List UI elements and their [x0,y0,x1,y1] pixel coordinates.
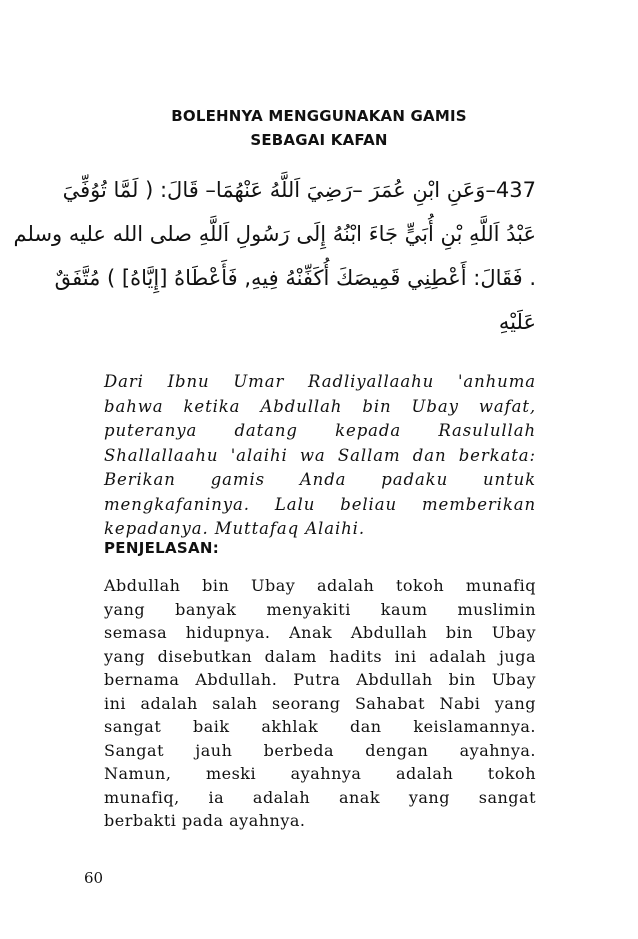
translation-line: Berikan gamis Anda padaku untuk [104,470,536,489]
explanation-line: berbakti pada ayahnya. [104,811,306,830]
hadith-translation [104,370,536,542]
chapter-title-line-2: SEBAGAI KAFAN [250,131,388,149]
explanation-line: yang banyak menyakiti kaum muslimin [104,599,536,619]
chapter-title [0,104,638,152]
translation-line: kepadanya. Muttafaq Alaihi. [104,519,365,538]
section-heading: PENJELASAN: [104,539,220,557]
explanation-line: ini adalah salah seorang Sahabat Nabi yang [104,693,536,713]
explanation-line: sangat baik akhlak dan keislamannya. [104,717,536,736]
explanation-line: semasa hidupnya. Anak Abdullah bin Ubay [104,623,536,642]
translation-line: Shallallaahu 'alaihi wa Sallam dan berkata: [104,445,536,465]
translation-line: puteranya datang kepada Rasulullah [104,421,536,440]
hadith-arabic-line: عَلَيْهِ [498,310,536,334]
hadith-arabic-line: عَبْدُ اَللَّهِ بْنِ أُبَيٍّ جَاءَ ابْنُهُ إِلَى رَسُولِ اَللَّهِ صلى الله عليه وسلم [13,222,536,246]
translation-line: Dari Ibnu Umar Radliyallaahu 'anhuma [104,372,536,391]
explanation-line: bernama Abdullah. Putra Abdullah bin Ubay [104,670,536,689]
page-number: 60 [84,869,104,887]
chapter-title-line-1: BOLEHNYA MENGGUNAKAN GAMIS [171,107,467,125]
hadith-arabic-text [13,168,536,344]
explanation-line: Sangat jauh berbeda dengan ayahnya. [104,740,536,760]
translation-line: bahwa ketika Abdullah bin Ubay wafat, [104,396,536,416]
explanation-line: yang disebutkan dalam hadits ini adalah juga [104,646,536,666]
translation-line: mengkafaninya. Lalu beliau memberikan [104,494,536,514]
hadith-arabic-line: 437–وَعَنِ ابْنِ عُمَرَ –رَضِيَ اَللَّهُ عَنْهُمَا– قَالَ: ( لَمَّا تُوُفِّيَ [62,178,536,202]
explanation-paragraph [104,574,536,833]
hadith-arabic-line: . فَقَالَ: أَعْطِنِي قَمِيصَكَ أُكَفِّنْهُ فِيهِ, فَأَعْطَاهُ [إِيَّاهُ] ) مُتَّفَقٌ [54,266,536,290]
explanation-line: Abdullah bin Ubay adalah tokoh munafiq [104,576,536,595]
explanation-line: munafiq, ia adalah anak yang sangat [104,787,536,807]
explanation-line: Namun, meski ayahnya adalah tokoh [104,764,536,783]
